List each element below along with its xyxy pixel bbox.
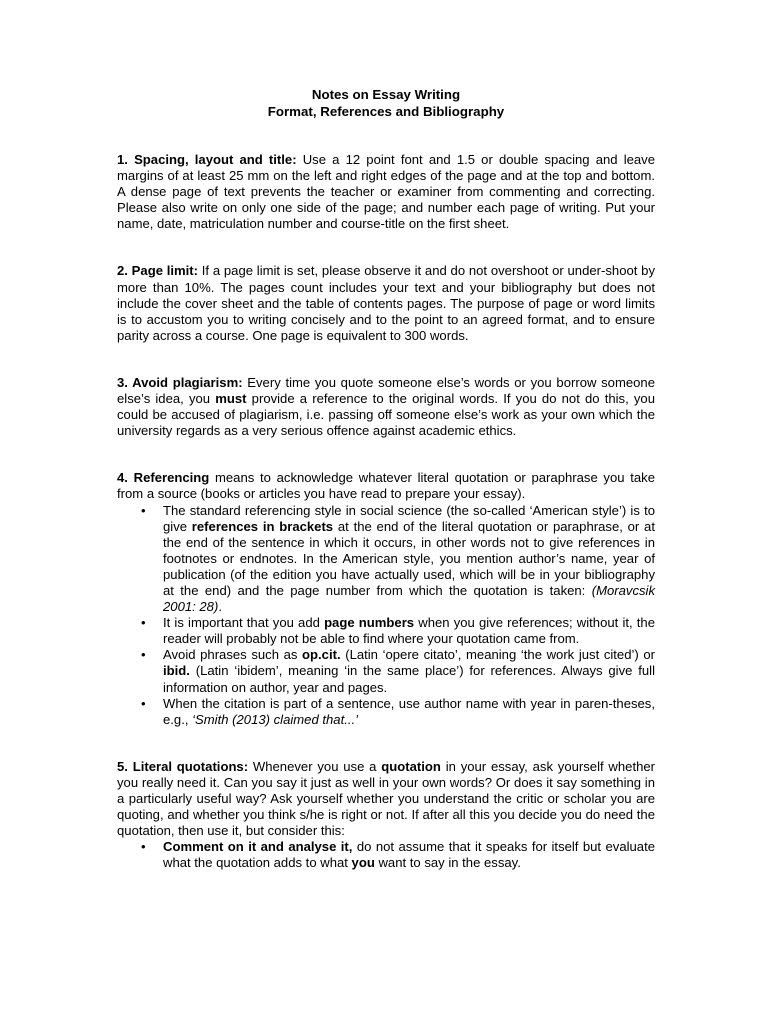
section-1-heading: 1. Spacing, layout and title: <box>117 152 297 167</box>
section-1-text: Use a 12 point font and 1.5 or double spacing and leave margins of at least 25 mm on the left and right edges of the page and at the top and bottom. A dense page of text prevents the teacher or examiner from commenting and correcting. Please also write on only one side of the page; and number each page of writing. Put your name, date, matriculation number and course-title on the first sheet. <box>117 152 656 232</box>
bullet-symbol: • <box>141 615 146 631</box>
title-block <box>117 86 655 120</box>
section-2-text: If a page limit is set, please observe it and do not overshoot or under-shoot by more than 10%. The pages count includes your text and your bibliography but does not include the cover sheet and the table of contents pages. The purpose of page or word limits is to accustom you to writing concisely and to the point to an agreed format, and to ensure parity across a course. One page is equivalent to 300 words. <box>117 263 655 343</box>
list-item <box>141 647 655 695</box>
bullet-bold: op.cit. <box>302 647 341 663</box>
bullet-symbol: • <box>141 647 146 663</box>
list-item <box>141 502 655 616</box>
section-5-text-b: in your essay, ask yourself whether you really need it. Can you say it just as well in your own words? Or does it say something in a particularly useful way? Ask yourself whether you understand the critic or scholar you are quoting, and whether you think s/he is right or not. If after all this you decide you do need the quotation, then use it, but consider this: <box>117 758 656 839</box>
document-page <box>117 86 655 871</box>
bullet-bold: page numbers <box>324 615 415 631</box>
bullet-text: when you give references; without it, the reader will probably not be able to find where your quotation came from. <box>163 615 655 647</box>
section-4-paragraph <box>117 470 655 502</box>
bullet-bold: you <box>351 855 375 871</box>
list-item <box>141 615 655 647</box>
bullet-text: When the citation is part of a sentence, use author name with year in paren-theses, e.g., <box>163 695 655 727</box>
citation-example: ‘Smith (2013) claimed that...’ <box>192 711 359 727</box>
section-3-heading: 3. Avoid plagiarism: <box>117 374 243 390</box>
section-spacing-layout <box>117 152 655 232</box>
section-3-text-a: Every time you quote someone else’s words or you borrow someone else’s idea, you <box>117 374 655 407</box>
bullet-text: The standard referencing style in social science (the so-called ‘American style’) is to give <box>163 502 655 534</box>
section-2-paragraph <box>117 263 655 343</box>
bullet-symbol: • <box>141 695 146 711</box>
bullet-symbol: • <box>141 502 146 518</box>
section-4-text: means to acknowledge whatever literal quotation or paraphrase you take from a source (books or articles you have read to prepare your essay). <box>117 470 655 502</box>
bullet-text: (Latin ‘ibidem’, meaning ‘in the same place’) for references. Always give full information on author, year and pages. <box>163 663 655 695</box>
document-title: Notes on Essay Writing <box>311 87 461 102</box>
bullet-bold: Comment on it and analyse it, <box>163 839 353 855</box>
section-avoid-plagiarism <box>117 375 655 439</box>
section-literal-quotations <box>117 759 655 872</box>
section-page-limit <box>117 263 655 343</box>
bullet-bold: references in brackets <box>191 518 334 534</box>
section-5-text-a: Whenever you use a <box>248 758 382 774</box>
bullet-text: at the end of the literal quotation or paraphrase, or at the end of the sentence in which it occurs, in other words not to give references in footnotes or endnotes. In the American style, you mention author’s name, year of publication (of the edition you have actually used, which will be in your bibliography at the end) and the page number from which the quotation is taken: <box>163 518 655 598</box>
bullet-text: . <box>218 599 222 615</box>
bullet-text: want to say in the essay. <box>374 855 521 871</box>
section-4-bullet-list <box>117 503 655 728</box>
section-1-paragraph <box>117 152 655 232</box>
bullet-text: (Latin ‘opere citato’, meaning ‘the work just cited’) or <box>340 647 655 663</box>
section-5-heading: 5. Literal quotations: <box>117 758 249 774</box>
bullet-bold: ibid. <box>163 663 190 679</box>
section-4-heading: 4. Referencing <box>117 470 210 486</box>
section-2-heading: 2. Page limit: <box>117 263 199 279</box>
list-item <box>141 839 655 871</box>
section-5-bullet-list <box>117 839 655 871</box>
bullet-symbol: • <box>141 839 146 855</box>
document-subtitle: Format, References and Bibliography <box>267 104 505 119</box>
citation-example: (Moravcsik 2001: 28) <box>163 582 655 615</box>
section-referencing <box>117 470 655 728</box>
bullet-text: do not assume that it speaks for itself but evaluate what the quotation adds to what <box>163 839 655 871</box>
section-3-paragraph <box>117 375 655 439</box>
section-5-paragraph <box>117 759 655 839</box>
section-5-bold: quotation <box>381 758 441 774</box>
list-item <box>141 695 655 728</box>
section-3-text-b: provide a reference to the original words. If you do not do this, you could be accused of plagiarism, i.e. passing off someone else’s work as your own which the university regards as a very serious offence against academic ethics. <box>117 391 655 439</box>
bullet-text: It is important that you add <box>163 615 325 631</box>
bullet-text: Avoid phrases such as <box>163 647 303 663</box>
section-3-bold: must <box>215 391 247 407</box>
